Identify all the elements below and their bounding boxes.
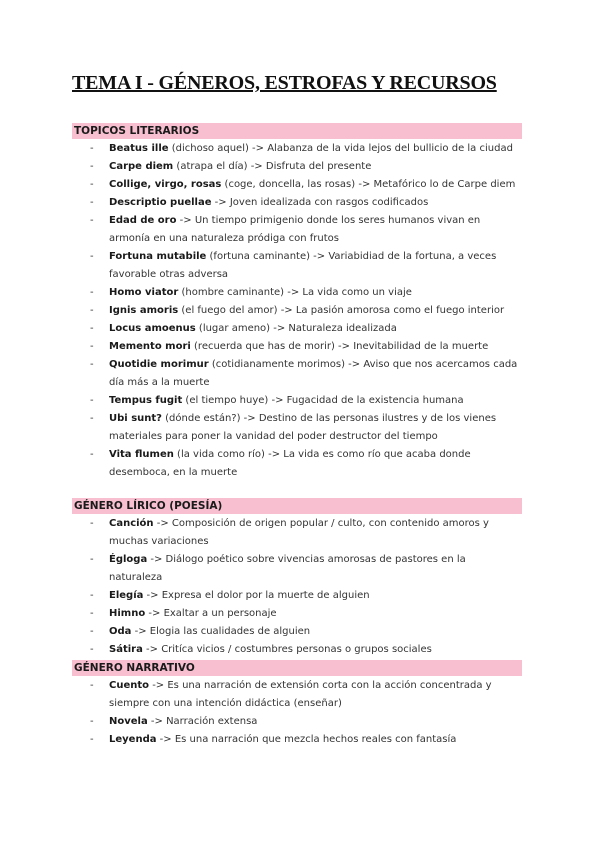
dash-bullet: -: [90, 395, 94, 406]
dash-bullet: -: [90, 518, 94, 529]
list-item: [72, 176, 522, 194]
item-description: -> Narración extensa: [147, 716, 258, 727]
dash-bullet: -: [90, 680, 94, 691]
dash-bullet: -: [90, 734, 94, 745]
list-item: [72, 248, 522, 284]
list-item: [72, 338, 522, 356]
item-description: (el fuego del amor) -> La pasión amorosa como el fuego interior: [178, 305, 505, 316]
item-term: Leyenda: [109, 734, 157, 745]
item-term: Tempus fugit: [109, 395, 183, 406]
section-genero-lirico: [72, 498, 522, 659]
item-term: Locus amoenus: [109, 323, 196, 334]
list-item: [72, 641, 522, 659]
dash-bullet: -: [90, 179, 94, 190]
dash-bullet: -: [90, 197, 94, 208]
dash-bullet: -: [90, 590, 94, 601]
section-heading: GÉNERO LÍRICO (POESÍA): [72, 498, 522, 514]
item-description: -> Joven idealizada con rasgos codificados: [211, 197, 429, 208]
dash-bullet: -: [90, 644, 94, 655]
lirico-list: [72, 515, 522, 659]
item-description: (lugar ameno) -> Naturaleza idealizada: [195, 323, 397, 334]
section-topicos: [72, 123, 522, 482]
list-item: [72, 140, 522, 158]
item-description: (hombre caminante) -> La vida como un viaje: [178, 287, 412, 298]
section-heading: GÉNERO NARRATIVO: [72, 660, 522, 676]
item-description: (atrapa el día) -> Disfruta del presente: [173, 161, 372, 172]
item-description: (el tiempo huye) -> Fugacidad de la existencia humana: [182, 395, 464, 406]
item-description: -> Exaltar a un personaje: [145, 608, 277, 619]
list-item: [72, 410, 522, 446]
list-item: [72, 302, 522, 320]
item-description: -> Diálogo poético sobre vivencias amorosas de pastores en la naturaleza: [109, 554, 466, 583]
list-item: [72, 194, 522, 212]
item-description: (coge, doncella, las rosas) -> Metafórico lo de Carpe diem: [221, 179, 516, 190]
list-item: [72, 356, 522, 392]
item-term: Novela: [109, 716, 148, 727]
item-description: (dónde están?) -> Destino de las personas ilustres y de los vienes materiales para poner la vanidad del poder destructor del tiempo: [109, 413, 497, 442]
dash-bullet: -: [90, 608, 94, 619]
item-term: Homo viator: [109, 287, 179, 298]
dash-bullet: -: [90, 287, 94, 298]
topicos-list: [72, 140, 522, 482]
item-term: Oda: [109, 626, 132, 637]
item-description: -> Un tiempo primigenio donde los seres humanos vivan en armonía en una naturaleza pródiga con frutos: [109, 215, 481, 244]
dash-bullet: -: [90, 215, 94, 226]
item-term: Ignis amoris: [109, 305, 179, 316]
item-term: Edad de oro: [109, 215, 177, 226]
dash-bullet: -: [90, 359, 94, 370]
list-item: [72, 158, 522, 176]
narrativo-list: [72, 677, 522, 749]
section-heading: TOPICOS LITERARIOS: [72, 123, 522, 139]
list-item: [72, 623, 522, 641]
list-item: [72, 446, 522, 482]
item-description: (fortuna caminante) -> Variabidiad de la fortuna, a veces favorable otras adversa: [109, 251, 497, 280]
item-term: Carpe diem: [109, 161, 174, 172]
item-term: Cuento: [109, 680, 150, 691]
item-term: Memento mori: [109, 341, 191, 352]
item-description: -> Es una narración de extensión corta con la acción concentrada y siempre con una intención didáctica (enseñar): [109, 680, 492, 709]
dash-bullet: -: [90, 449, 94, 460]
item-description: -> Expresa el dolor por la muerte de alguien: [143, 590, 370, 601]
list-item: [72, 392, 522, 410]
item-term: Elegía: [109, 590, 144, 601]
item-term: Quotidie morimur: [109, 359, 209, 370]
section-genero-narrativo: [72, 660, 522, 749]
dash-bullet: -: [90, 305, 94, 316]
list-item: [72, 713, 522, 731]
dash-bullet: -: [90, 413, 94, 424]
item-description: -> Critíca vicios / costumbres personas o grupos sociales: [142, 644, 432, 655]
item-term: Sátira: [109, 644, 143, 655]
item-description: -> Es una narración que mezcla hechos reales con fantasía: [156, 734, 457, 745]
dash-bullet: -: [90, 323, 94, 334]
dash-bullet: -: [90, 626, 94, 637]
item-term: Vita flumen: [109, 449, 174, 460]
dash-bullet: -: [90, 161, 94, 172]
dash-bullet: -: [90, 143, 94, 154]
item-description: -> Composición de origen popular / culto, con contenido amoros y muchas variaciones: [109, 518, 489, 547]
item-description: (dichoso aquel) -> Alabanza de la vida lejos del bullicio de la ciudad: [168, 143, 513, 154]
list-item: [72, 677, 522, 713]
item-description: (recuerda que has de morir) -> Inevitabilidad de la muerte: [190, 341, 489, 352]
item-term: Fortuna mutabile: [109, 251, 207, 262]
item-term: Beatus ille: [109, 143, 169, 154]
list-item: [72, 320, 522, 338]
item-description: (cotidianamente morimos) -> Aviso que nos acercamos cada día más a la muerte: [109, 359, 518, 388]
item-term: Égloga: [109, 554, 148, 565]
list-item: [72, 212, 522, 248]
list-item: [72, 515, 522, 551]
list-item: [72, 551, 522, 587]
item-term: Descriptio puellae: [109, 197, 212, 208]
dash-bullet: -: [90, 716, 94, 727]
list-item: [72, 605, 522, 623]
list-item: [72, 731, 522, 749]
page-title: TEMA I - GÉNEROS, ESTROFAS Y RECURSOS: [72, 72, 497, 94]
list-item: [72, 284, 522, 302]
item-description: (la vida como río) -> La vida es como río que acaba donde desemboca, en la muerte: [109, 449, 471, 478]
list-item: [72, 587, 522, 605]
item-term: Himno: [109, 608, 146, 619]
item-term: Canción: [109, 518, 154, 529]
dash-bullet: -: [90, 554, 94, 565]
item-description: -> Elogia las cualidades de alguien: [131, 626, 311, 637]
dash-bullet: -: [90, 341, 94, 352]
dash-bullet: -: [90, 251, 94, 262]
item-term: Ubi sunt?: [109, 413, 162, 424]
item-term: Collige, virgo, rosas: [109, 179, 222, 190]
